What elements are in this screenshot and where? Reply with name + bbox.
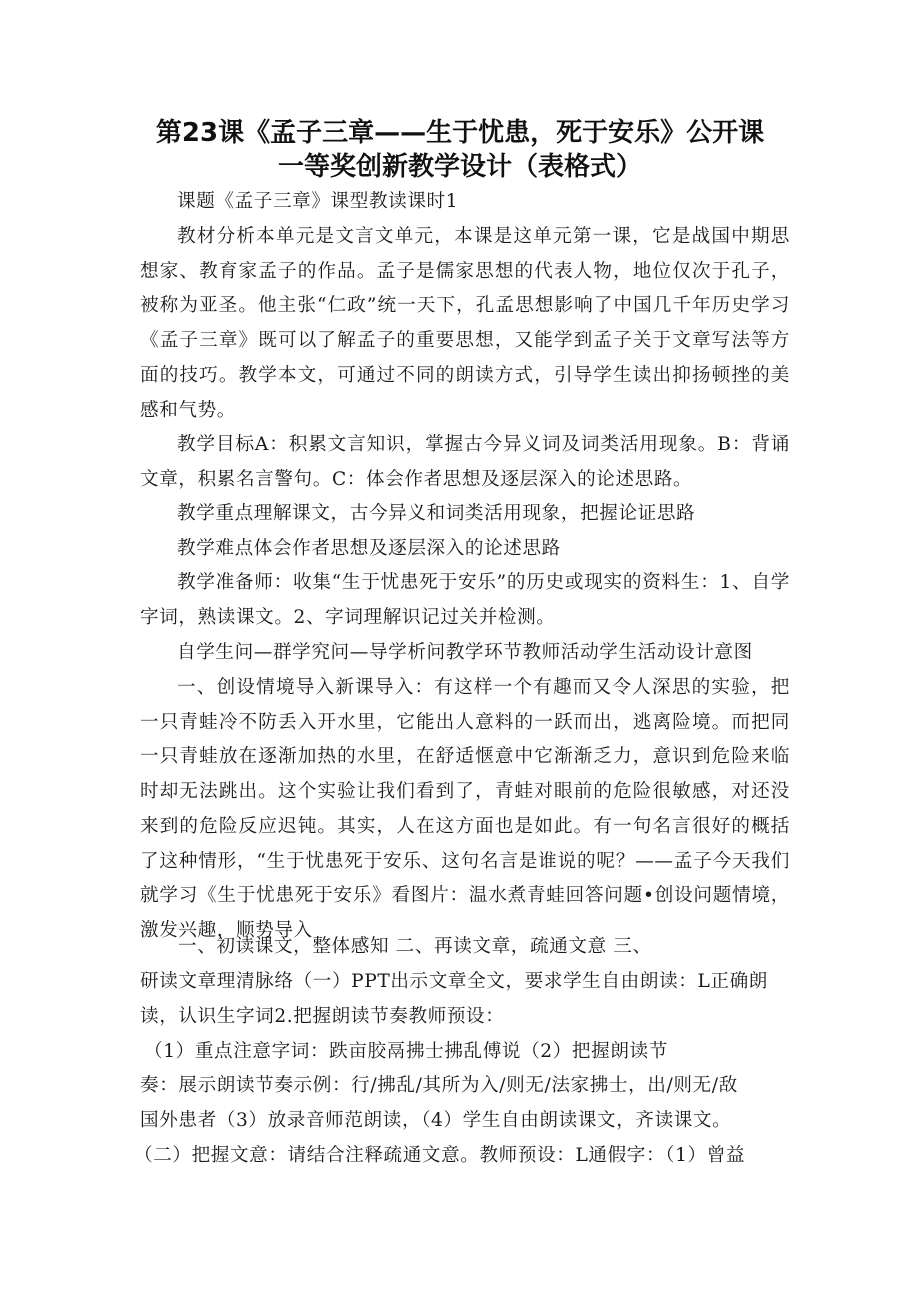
steps-line-5: 奏：展示朗读节奏示例：行/拂乱/其所为入/则无/法家拂士，出/则无/敌 [140, 1075, 738, 1096]
document-title-line-2: 一等奖创新教学设计（表格式） [277, 152, 642, 182]
steps-line-3: 读，认识生字词2.把握朗读节奏教师预设： [140, 1006, 505, 1027]
analysis-paragraph: 教材分析本单元是文言文单元，本课是这单元第一课，它是战国中期思想家、教育家孟子的作品。孟子是儒家思想的代表人物，地位仅次于孔子，被称为亚圣。他主张“仁政”统一天下，孔孟思想影响了中国几千年历史学习《孟子三章》既可以了解孟子的重要思想，又能学到孟子关于文章写法等方面的技巧。教学本文，可通过不同的朗读方式，引导学生读出抑扬顿挫的美感和气势。 [140, 226, 790, 421]
difficulty-paragraph: 教学难点体会作者思想及逐层深入的论述思路 [177, 538, 561, 559]
steps-line-4: （1）重点注意字词：跌亩胶鬲拂士拂乱傅说（2）把握朗读节 [144, 1041, 668, 1062]
preparation-paragraph: 教学准备师：收集“生于忧患死于安乐”的历史或现实的资料生：1、自学字词，熟读课文。2、字词理解识记过关并检测。 [140, 572, 790, 628]
steps-line-1: 一、初读课文，整体感知 二、再读文章，疏通文意 三、 [178, 936, 652, 957]
intro-paragraph: 一、创设情境导入新课导入：有这样一个有趣而又令人深思的实验，把一只青蛙冷不防丢入开水里，它能出人意料的一跃而出，逃离险境。而把同一只青蛙放在逐渐加热的水里，在舒适惬意中它渐渐乏力，意识到危险来临时却无法跳出。这个实验让我们看到了，青蛙对眼前的危险很敏感，对还没来到的危险反应迟钝。其实，人在这方面也是如此。有一句名言很好的概括了这种情形，“生于忧患死于安乐、这句名言是谁说的呢？——孟子今天我们就学习《生于忧患死于安乐》看图片：温水煮青蛙回答问题•创设问题情境，激发兴趣，顺势导入 [140, 677, 790, 941]
goals-paragraph: 教学目标A：积累文言知识，掌握古今异义词及词类活用现象。B：背诵文章，积累名言警句。C：体会作者思想及逐层深入的论述思路。 [140, 434, 790, 490]
steps-line-6: 国外患者（3）放录音师范朗读，（4）学生自由朗读课文，齐读课文。 [140, 1110, 732, 1131]
key-points-paragraph: 教学重点理解课文，古今异义和词类活用现象，把握论证思路 [177, 503, 696, 524]
document-title-line-1: 第23课《孟子三章——生于忧患，死于安乐》公开课 [155, 118, 765, 148]
topic-paragraph: 课题《孟子三章》课型教读课时1 [177, 191, 459, 212]
steps-line-2: 研读文章理清脉络（一）PPT出示文章全文，要求学生自由朗读：L正确朗 [140, 971, 768, 992]
table-header-paragraph: 自学生问—群学究问—导学析问教学环节教师活动学生活动设计意图 [177, 642, 753, 663]
steps-line-7: （二）把握文意：请结合注释疏通文意。教师预设：L通假字：（1）曾益 [134, 1145, 746, 1166]
